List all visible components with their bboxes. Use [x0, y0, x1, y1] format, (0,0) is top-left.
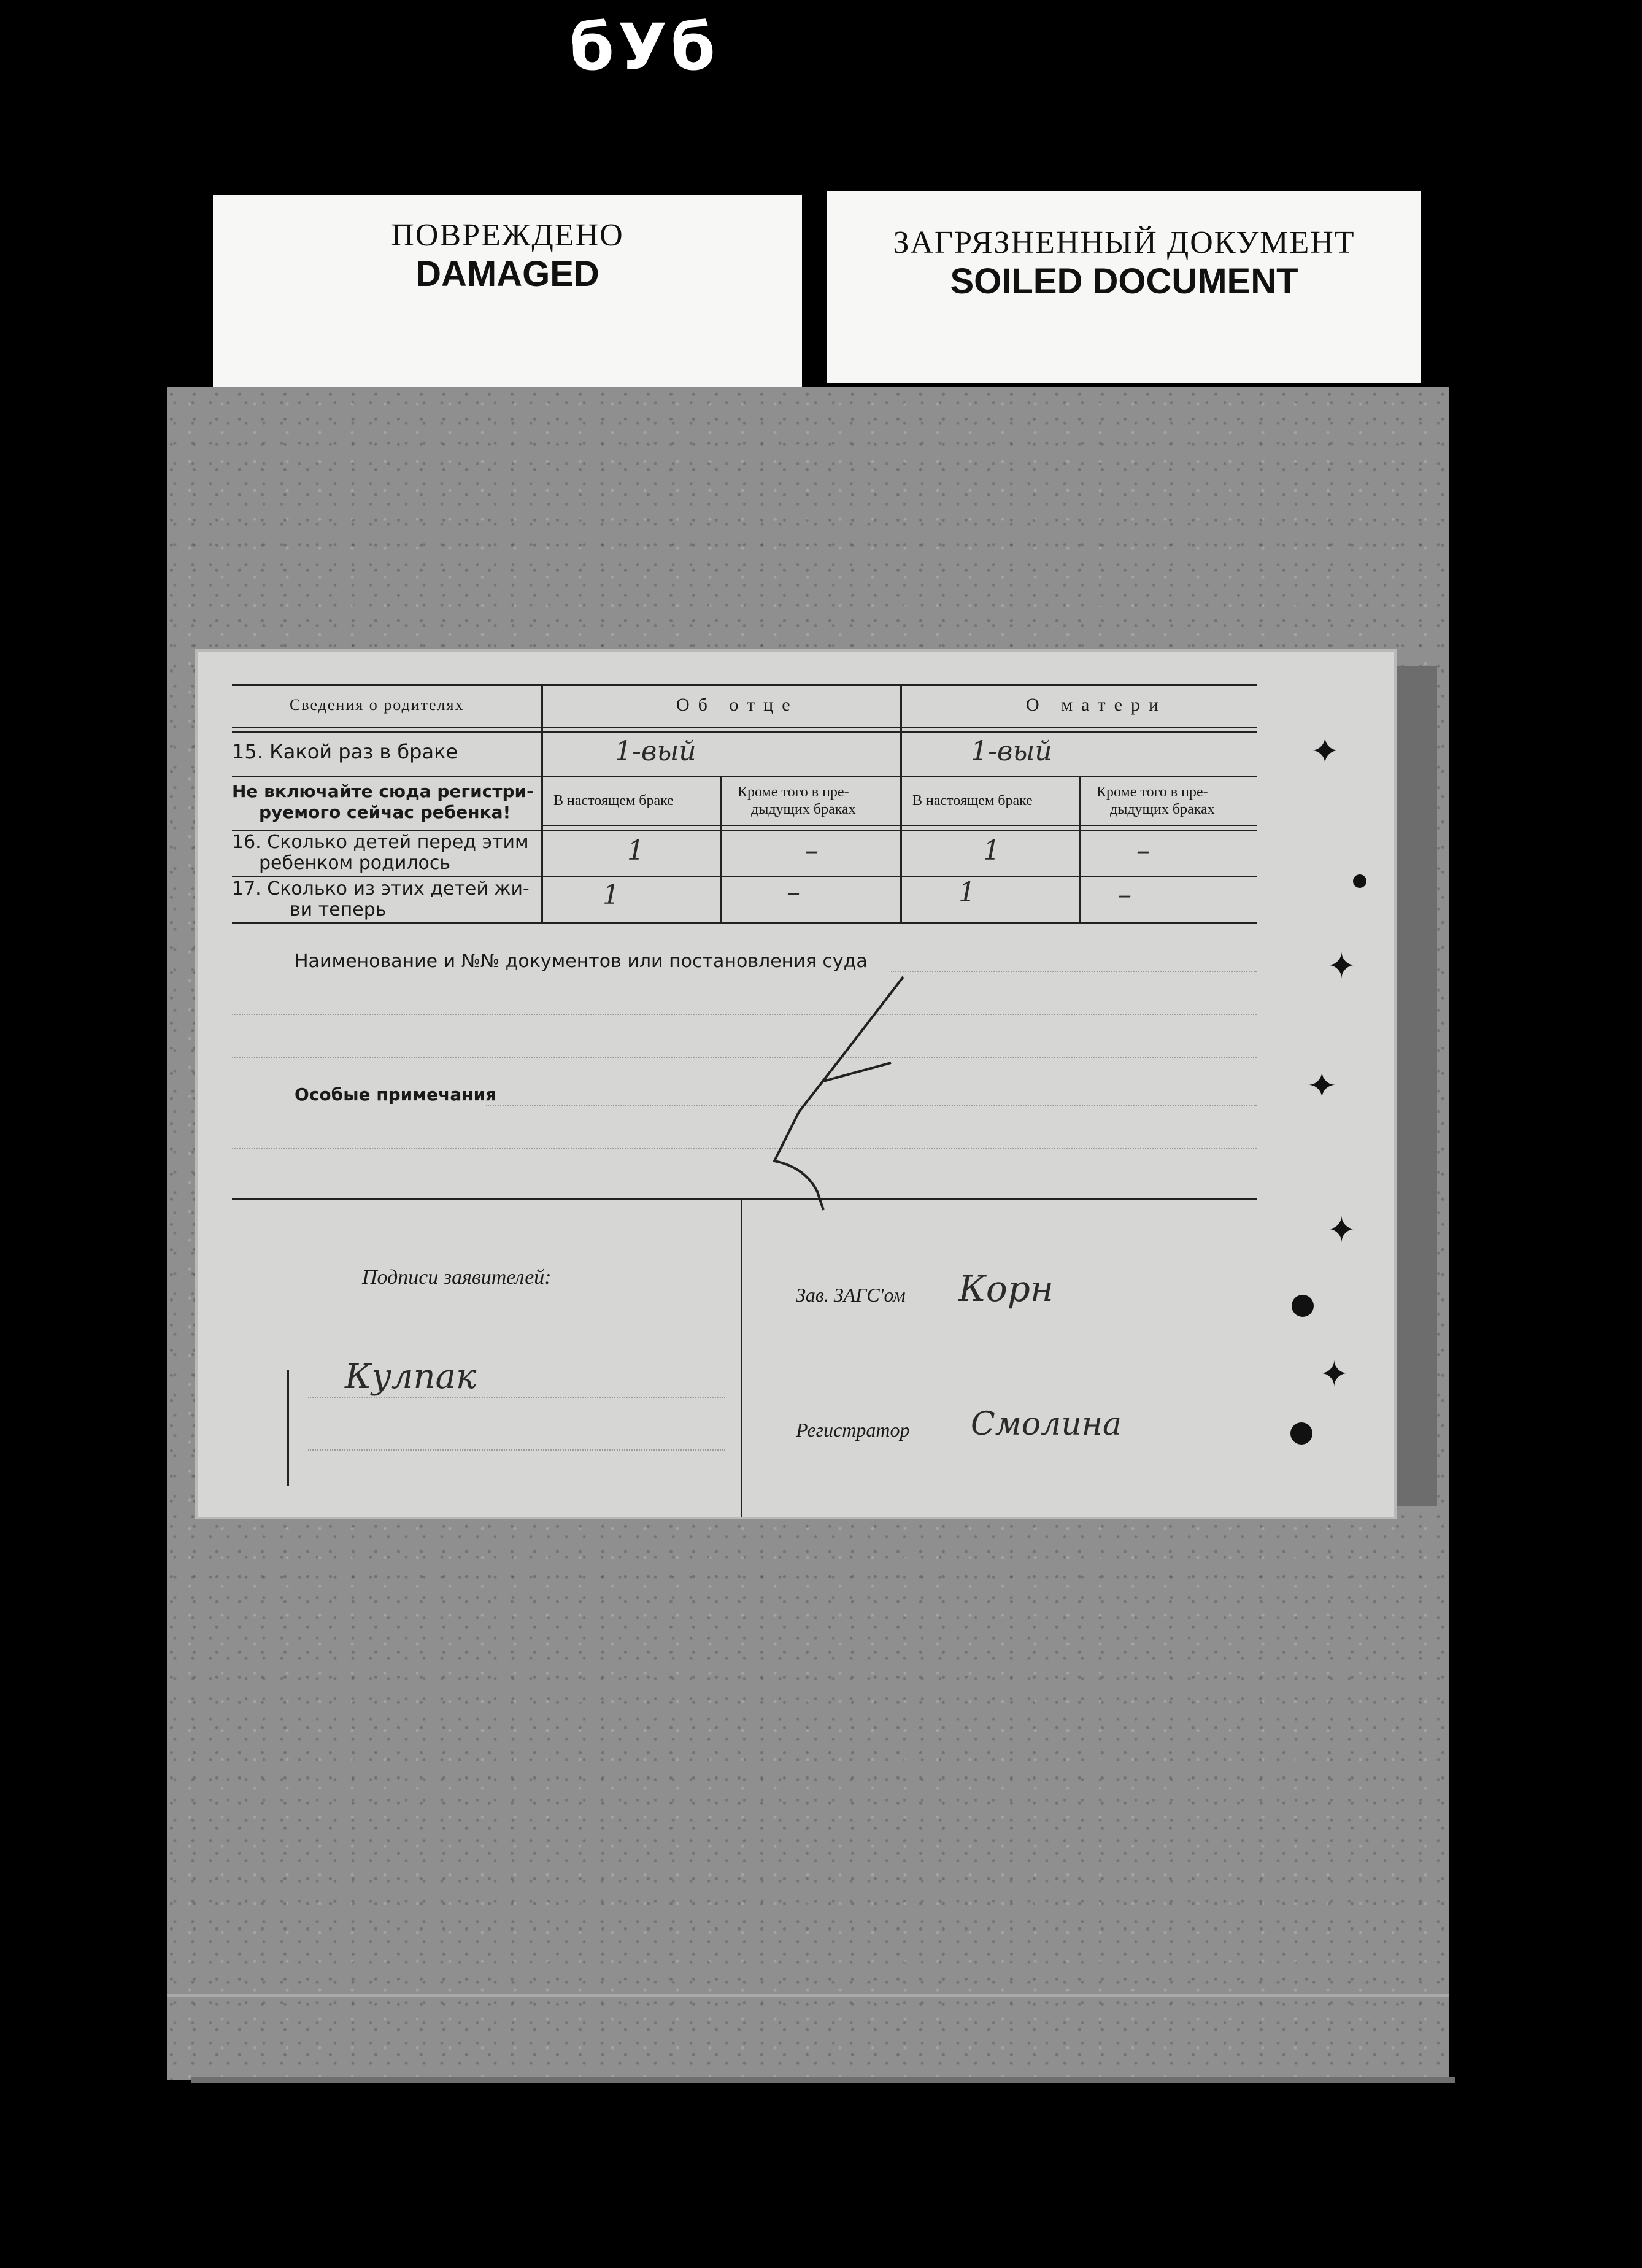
zags-head-label: Зав. ЗАГС'ом — [796, 1284, 906, 1306]
row15-mother-value: 1-вый — [971, 736, 1052, 767]
row16-father-current: 1 — [627, 835, 644, 866]
applicant-signature: Кулпак — [345, 1357, 477, 1397]
punch-hole: ✦ — [1307, 1065, 1337, 1106]
col-divider-1 — [541, 684, 543, 923]
bottom-section-rule — [232, 1198, 1257, 1200]
row16-label-2: ребенком родилось — [259, 852, 451, 874]
punch-hole: ✦ — [1310, 730, 1340, 772]
row16-father-previous: – — [805, 835, 819, 866]
col-divider-3 — [720, 776, 722, 923]
damaged-label-en: DAMAGED — [415, 254, 599, 294]
subheader-rule — [541, 825, 1257, 826]
folder-bottom-edge — [191, 2077, 1455, 2083]
row17-mother-current: 1 — [958, 877, 976, 908]
documents-line-1 — [891, 971, 1257, 972]
documents-line-2 — [232, 1014, 1257, 1015]
punch-hole — [1292, 1295, 1314, 1317]
signature-line-1 — [308, 1397, 725, 1398]
row16-label-1: 16. Сколько детей перед этим — [232, 831, 529, 853]
frame-number: бУб — [569, 10, 719, 85]
punch-hole — [1290, 1422, 1312, 1444]
table-bottom-rule — [232, 922, 1257, 924]
bottom-section-divider — [741, 1199, 742, 1517]
note-line1: Не включайте сюда регистри- — [232, 781, 534, 801]
father-previous-subheader-2: дыдущих браках — [751, 801, 856, 817]
mother-header: О матери — [1026, 695, 1167, 715]
signatures-label: Подписи заявителей: — [362, 1266, 552, 1289]
father-current-subheader: В настоящем браке — [553, 793, 674, 809]
signature-line-2 — [308, 1449, 725, 1451]
parents-info-header: Сведения о родителях — [290, 696, 464, 714]
mother-current-subheader: В настоящем браке — [912, 793, 1033, 809]
row15-rule — [232, 776, 1257, 777]
row16-mother-current: 1 — [983, 835, 1000, 866]
row17-father-current: 1 — [603, 879, 620, 911]
mother-previous-subheader-2: дыдущих браках — [1110, 801, 1215, 817]
punch-hole: ✦ — [1327, 945, 1357, 987]
father-header: Об отце — [676, 695, 799, 715]
row15-label: 15. Какой раз в браке — [232, 740, 458, 763]
father-previous-subheader-1: Кроме того в пре- — [738, 784, 849, 800]
card-shadow — [1388, 666, 1437, 1506]
row17-mother-previous: – — [1118, 879, 1131, 911]
note-line2: руемого сейчас ребенка! — [259, 802, 511, 822]
row16-rule — [232, 876, 1257, 877]
punch-hole: ✦ — [1327, 1209, 1357, 1251]
damaged-label-ru: ПОВРЕЖДЕНО — [391, 218, 624, 253]
soiled-label-ru: ЗАГРЯЗНЕННЫЙ ДОКУМЕНТ — [893, 225, 1355, 260]
subheader-rule-2 — [232, 830, 1257, 831]
zags-head-signature: Корн — [958, 1268, 1054, 1310]
row17-father-previous: – — [787, 877, 800, 908]
registrar-signature: Смолина — [971, 1406, 1122, 1443]
registrar-label: Регистратор — [796, 1419, 910, 1441]
strike-mark — [750, 958, 934, 1216]
col-divider-4 — [1079, 776, 1081, 923]
col-divider-2 — [900, 684, 902, 923]
punch-hole: ✦ — [1319, 1353, 1349, 1395]
folder-crease — [167, 1994, 1449, 1997]
documents-line-3 — [232, 1057, 1257, 1058]
header-rule-2 — [232, 731, 1257, 733]
soiled-label-card — [827, 191, 1421, 383]
punch-hole — [1353, 874, 1366, 888]
row15-father-value: 1-вый — [615, 736, 696, 767]
header-rule — [232, 727, 1257, 728]
mother-previous-subheader-1: Кроме того в пре- — [1097, 784, 1208, 800]
notes-line-2 — [232, 1148, 1257, 1149]
damaged-label-card — [213, 195, 802, 387]
row16-mother-previous: – — [1136, 835, 1150, 866]
table-top-rule — [232, 684, 1257, 686]
documents-label: Наименование и №№ документов или постановления суда — [295, 951, 868, 972]
special-notes-label: Особые примечания — [295, 1084, 497, 1105]
soiled-label-en: SOILED DOCUMENT — [950, 261, 1298, 301]
signature-bracket — [287, 1370, 289, 1486]
record-card — [198, 652, 1394, 1517]
row17-label-1: 17. Сколько из этих детей жи- — [232, 878, 530, 900]
row17-label-2: ви теперь — [290, 899, 387, 920]
